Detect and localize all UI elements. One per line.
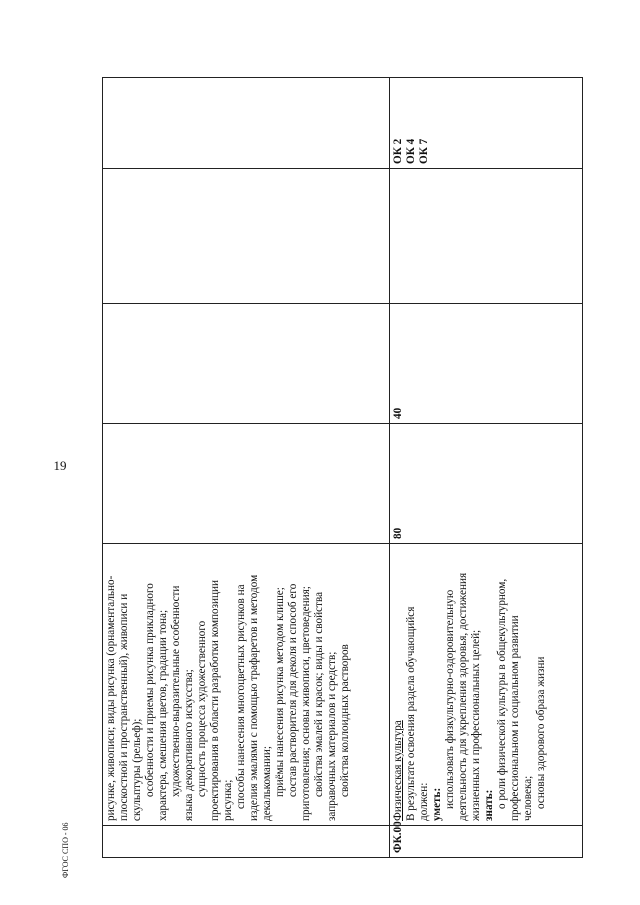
description-line: скульптуры (рельеф); <box>131 718 143 821</box>
competence-code: ОК 7 <box>418 138 430 164</box>
competence-list <box>392 82 431 164</box>
description-line: основы здорового образа жизни <box>535 656 547 809</box>
description-line: плоскостной и пространственный), живописи и <box>118 593 130 821</box>
cell-code <box>103 826 390 858</box>
description-line: деятельность для укрепления здоровья, достижения <box>457 572 469 821</box>
cell-max-hours: 80 <box>390 424 583 544</box>
table-row <box>390 78 583 858</box>
description-line: В результате освоения раздела обучающийся <box>405 606 417 821</box>
description-line: Физическая культура <box>392 720 404 821</box>
description-line: уметь: <box>431 787 443 821</box>
description-line: должен: <box>418 782 430 821</box>
cell-competences <box>390 78 583 169</box>
description-line: рисунка; <box>222 779 234 821</box>
cell-code: ФК.00 <box>390 826 583 858</box>
description-line: изделия эмалями с помощью трафаретов и методом <box>248 574 260 821</box>
footer-code: ФГОС СПО - 06 <box>61 822 70 878</box>
cell-disciplines <box>103 169 390 304</box>
description-line: жизненных и профессиональных целей; <box>470 629 482 821</box>
description-line: декалькомании; <box>261 746 273 821</box>
description-line: особенности и приемы рисунка прикладного <box>144 583 156 797</box>
description-line: способы нанесения многоцветных рисунков на <box>235 584 247 809</box>
description-lines <box>105 548 352 821</box>
competence-code: ОК 4 <box>405 138 417 164</box>
cell-disciplines <box>390 169 583 304</box>
description-line: свойства коллоидных растворов <box>339 644 351 797</box>
description-line: о роли физической культуры в общекультурном, <box>496 578 508 809</box>
description-line: проектирования в области разработки композиции <box>209 580 221 821</box>
description-line: приготовления; основы живописи, цветоведения; <box>300 586 312 821</box>
cell-class-hours: 40 <box>390 304 583 424</box>
cell-max-hours <box>103 424 390 544</box>
description-line: использовать физкультурно-оздоровительную <box>444 589 456 809</box>
description-line: состав растворителя для деколя и способ его <box>287 583 299 797</box>
competence-code: ОК 2 <box>392 138 404 164</box>
description-line: приёмы нанесения рисунка методом клише; <box>274 587 286 797</box>
description-line: свойства эмалей и красок; виды и свойства <box>313 591 325 797</box>
description-line: рисунке, живописи; виды рисунка (орнаментально- <box>105 575 117 821</box>
description-line: сущность процесса художественного <box>196 620 208 797</box>
description-line: человека; <box>522 775 534 821</box>
cell-description <box>103 544 390 826</box>
cell-competences <box>103 78 390 169</box>
cell-class-hours <box>103 304 390 424</box>
description-line: языка декоративного искусства; <box>183 669 195 821</box>
page-number: 19 <box>53 458 67 473</box>
rotated-content <box>102 78 582 858</box>
description-line: характера, смешения цветов, градации тона; <box>157 609 169 821</box>
cell-description <box>390 544 583 826</box>
description-line: профессиональном и социальном развитии <box>509 615 521 821</box>
description-line: художественно-выразительные особенности <box>170 585 182 797</box>
description-lines <box>392 548 548 821</box>
curriculum-table <box>102 77 583 858</box>
description-line: знать: <box>483 789 495 821</box>
description-line: заправочных материалов и средств; <box>326 651 338 821</box>
table-row <box>103 78 390 858</box>
